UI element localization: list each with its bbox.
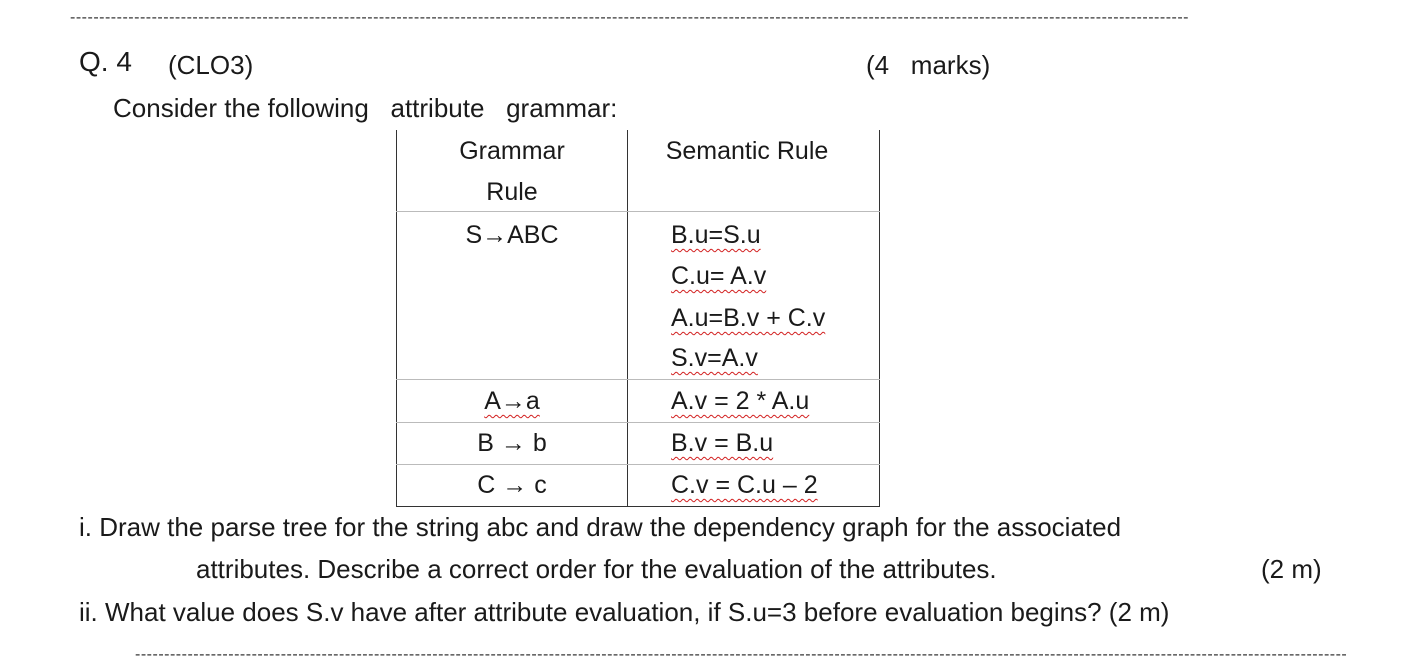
table-bottom-border [396, 506, 880, 507]
semantic-rule: C.v = C.u – 2 [671, 471, 818, 499]
question-marks: (4 marks) [866, 50, 991, 80]
part-i-line2: attributes. Describe a correct order for the evaluation of the attributes. [196, 554, 997, 584]
header-grammar-rule-line1: Grammar [459, 137, 565, 165]
table-row-divider [396, 211, 880, 212]
part-i-marks: (2 m) [1261, 554, 1322, 584]
semantic-rule: B.u=S.u [671, 221, 761, 249]
semantic-rule: S.v=A.v [671, 344, 758, 372]
table-row-divider [396, 422, 880, 423]
production-c: C → c [477, 471, 547, 499]
production-a [397, 387, 627, 416]
production-b: B → b [477, 429, 547, 457]
semantic-rule: A.v = 2 * A.u [671, 387, 810, 415]
table-row-divider [396, 379, 880, 380]
header-grammar-rule-line2: Rule [486, 178, 538, 206]
semantic-rule: A.u=B.v + C.v [671, 304, 826, 332]
production-a-text: A→a [484, 387, 540, 415]
semantic-rule: C.u= A.v [671, 262, 767, 290]
top-dashed-rule: ------------------------------------------------------------------------------------------------------------------------------------------------------------------------------------------------ [70, 9, 1189, 26]
table-right-border [879, 130, 880, 507]
bottom-dashed-rule: ---------------------------------------------------------------------------------------------------------------------------------------------------------------------------------------------------------------- [135, 646, 1348, 663]
header-semantic-rule: Semantic Rule [665, 137, 829, 165]
table-middle-border [627, 130, 628, 507]
question-number: Q. 4 [79, 46, 132, 77]
semantic-rule: B.v = B.u [671, 429, 774, 457]
question-intro: Consider the following attribute grammar: [113, 93, 618, 123]
part-i-line1: i. Draw the parse tree for the string abc and draw the dependency graph for the associated [79, 512, 1122, 542]
part-ii-line: ii. What value does S.v have after attribute evaluation, if S.u=3 before evaluation begins? (2 m) [79, 597, 1170, 627]
production-s: S→ABC [465, 221, 559, 249]
table-row-divider [396, 464, 880, 465]
question-clo: (CLO3) [168, 50, 254, 80]
